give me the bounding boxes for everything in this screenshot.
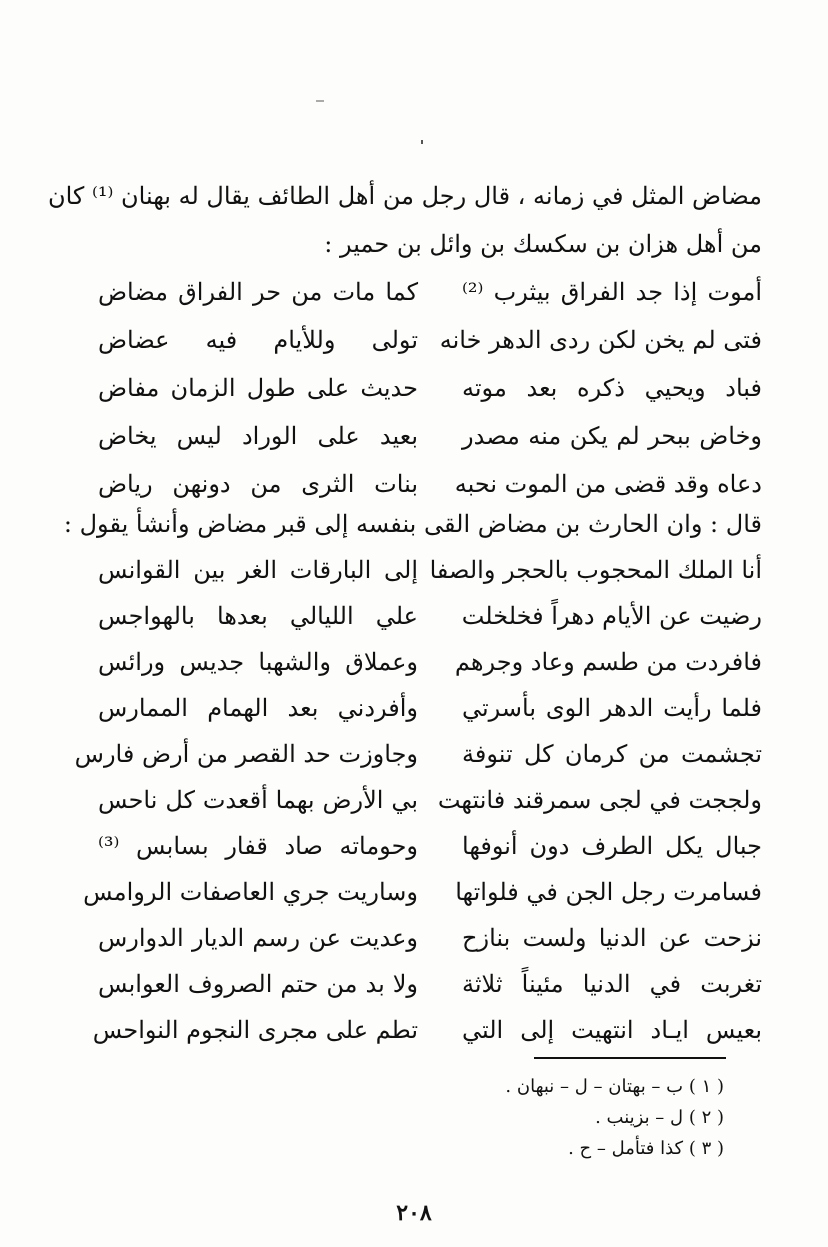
verse-first-hemistich: أموت إذا جد الفراق بيثرب ⁽²⁾ [462, 278, 762, 306]
verse-row [98, 592, 762, 640]
verse-first-hemistich: تغربت في الدنيا مئيناً ثلاثة [462, 970, 762, 998]
verse-row [92, 1006, 762, 1054]
verse-first-hemistich: أنا الملك المحجوب بالحجر والصفا [429, 556, 762, 584]
verse-row [98, 776, 762, 824]
page-number: ٢٠٨ [396, 1200, 432, 1226]
verse-second-hemistich: تولى وللأيام فيه عضاض [98, 326, 418, 354]
verse-first-hemistich: فلما رأيت الدهر الوى بأسرتي [462, 694, 762, 722]
footnote-divider [534, 1057, 726, 1059]
verse-row [98, 268, 762, 316]
verse-second-hemistich: بنات الثرى من دونهن رياض [98, 470, 418, 498]
footnote: ( ٣ ) كذا فتأمل – ح . [568, 1138, 724, 1159]
verse-row [83, 868, 762, 916]
verse-first-hemistich: ولججت في لجى سمرقند فانتهت [437, 786, 762, 814]
verse-row [98, 638, 762, 686]
narration-line: قال : وان الحارث بن مضاض القى بنفسه إلى قبر مضاض وأنشأ يقول : [63, 510, 762, 538]
print-speck [316, 100, 324, 102]
verse-second-hemistich: إلى البارقات الغر بين القوانس [98, 556, 418, 584]
verse-first-hemistich: دعاه وقد قضى من الموت نحبه [454, 470, 762, 498]
footnote: ( ٢ ) ل – بزينب . [595, 1107, 724, 1128]
intro-line: مضاض المثل في زمانه ، قال رجل من أهل الطائف يقال له بهنان ⁽¹⁾ كان [47, 182, 762, 210]
verse-row [74, 730, 762, 778]
verse-second-hemistich: حديث على طول الزمان مفاض [98, 374, 418, 402]
verse-second-hemistich: بعيد على الوراد ليس يخاض [98, 422, 418, 450]
verse-row [98, 364, 762, 412]
verse-first-hemistich: وخاض ببحر لم يكن منه مصدر [462, 422, 762, 450]
verse-second-hemistich: تطم على مجرى النجوم النواحس [92, 1016, 418, 1044]
verse-second-hemistich: وأفردني بعد الهمام الممارس [98, 694, 418, 722]
verse-row [98, 316, 762, 364]
verse-second-hemistich: بي الأرض بهما أقعدت كل ناحس [98, 786, 418, 814]
verse-first-hemistich: فافردت من طسم وعاد وجرهم [454, 648, 762, 676]
verse-first-hemistich: فباد ويحيي ذكره بعد موته [462, 374, 762, 402]
verse-second-hemistich: ولا بد من حتم الصروف العوابس [98, 970, 418, 998]
print-speck [421, 140, 423, 144]
verse-first-hemistich: جبال يكل الطرف دون أنوفها [462, 832, 762, 860]
verse-second-hemistich: كما مات من حر الفراق مضاض [98, 278, 418, 306]
verse-second-hemistich: وحوماته صاد قفار بسابس ⁽³⁾ [98, 832, 418, 860]
verse-first-hemistich: نزحت عن الدنيا ولست بنازح [462, 924, 762, 952]
verse-row [98, 914, 762, 962]
verse-row [98, 822, 762, 870]
verse-second-hemistich: وجاوزت حد القصر من أرض فارس [74, 740, 418, 768]
verse-second-hemistich: علي الليالي بعدها بالهواجس [98, 602, 418, 630]
verse-second-hemistich: وعملاق والشهبا جديس ورائس [98, 648, 418, 676]
verse-first-hemistich: بعيس ايـاد انتهيت إلى التي [462, 1016, 762, 1044]
verse-second-hemistich: وعديت عن رسم الديار الدوارس [98, 924, 418, 952]
verse-first-hemistich: فتى لم يخن لكن ردى الدهر خانه [439, 326, 762, 354]
verse-first-hemistich: تجشمت من كرمان كل تنوفة [462, 740, 762, 768]
verse-first-hemistich: فسامرت رجل الجن في فلواتها [455, 878, 762, 906]
verse-first-hemistich: رضيت عن الأيام دهراً فخلخلت [461, 602, 762, 630]
verse-row [98, 546, 762, 594]
footnote: ( ١ ) ب – بهتان – ل – نبهان . [505, 1076, 724, 1097]
verse-row [98, 412, 762, 460]
verse-row [98, 684, 762, 732]
verse-second-hemistich: وساريت جري العاصفات الروامس [83, 878, 418, 906]
intro-line: من أهل هزان بن سكسك بن وائل بن حمير : [324, 230, 762, 258]
verse-row [98, 960, 762, 1008]
